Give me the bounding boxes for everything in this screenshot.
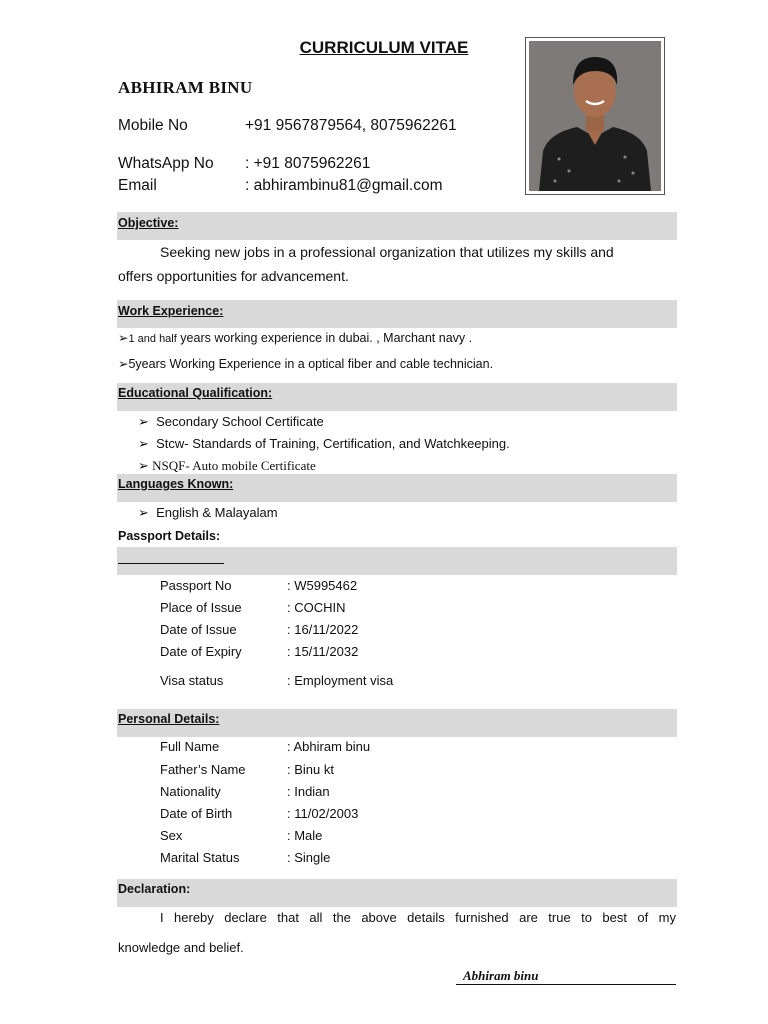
arrow-bullet-icon: ➢ <box>138 436 149 451</box>
personal-label: Nationality <box>160 784 221 799</box>
passport-label: Date of Issue <box>160 622 237 637</box>
passport-heading: Passport Details: <box>118 529 221 543</box>
personal-value: : Indian <box>287 784 330 799</box>
passport-value: : 15/11/2032 <box>287 644 359 659</box>
profile-photo-image <box>529 41 661 191</box>
language-item: ➢ English & Malayalam <box>138 505 278 520</box>
work-item-1: ➢1 and half years working experience in dubai. , Marchant navy . <box>118 331 473 345</box>
whatsapp-value: : +91 8075962261 <box>245 155 371 172</box>
passport-value: : COCHIN <box>287 600 346 615</box>
declaration-line-2: knowledge and belief. <box>118 940 244 955</box>
objective-line-2: offers opportunities for advancement. <box>118 268 349 284</box>
education-heading: Educational Qualification: <box>118 386 273 400</box>
signature: Abhiram binu <box>463 968 539 983</box>
candidate-name: ABHIRAM BINU <box>118 78 253 97</box>
personal-label: Sex <box>160 828 183 843</box>
email-value: : abhirambinu81@gmail.com <box>245 177 443 194</box>
signature-line <box>456 984 676 985</box>
personal-value: : Male <box>287 828 323 843</box>
passport-value: : Employment visa <box>287 673 394 688</box>
passport-heading-bar <box>117 547 677 575</box>
work-item-2: ➢5years Working Experience in a optical fiber and cable technician. <box>118 357 494 371</box>
personal-value: : Binu kt <box>287 762 334 777</box>
arrow-bullet-icon: ➢ <box>118 331 129 345</box>
objective-heading: Objective: <box>118 216 179 230</box>
passport-value: : 16/11/2022 <box>287 622 359 637</box>
objective-line-1: Seeking new jobs in a professional organization that utilizes my skills and <box>160 244 614 260</box>
page-title: CURRICULUM VITAE <box>299 38 469 57</box>
personal-value: : 11/02/2003 <box>287 806 359 821</box>
passport-label: Passport No <box>160 578 232 593</box>
arrow-bullet-icon: ➢ <box>138 414 149 429</box>
personal-heading: Personal Details: <box>118 712 220 726</box>
objective-heading-bar <box>117 212 677 240</box>
declaration-heading-bar <box>117 879 677 907</box>
passport-label: Visa status <box>160 673 224 688</box>
passport-underline <box>118 563 224 564</box>
mobile-value: +91 9567879564, 8075962261 <box>245 117 457 134</box>
passport-label: Date of Expiry <box>160 644 242 659</box>
person-silhouette-icon <box>529 41 661 191</box>
declaration-heading: Declaration: <box>118 882 191 896</box>
education-item: ➢ Secondary School Certificate <box>138 414 324 429</box>
personal-value: : Single <box>287 850 331 865</box>
personal-label: Full Name <box>160 739 220 754</box>
personal-value: : Abhiram binu <box>287 739 371 754</box>
whatsapp-label: WhatsApp No <box>118 155 214 172</box>
email-label: Email <box>118 177 157 194</box>
arrow-bullet-icon: ➢ <box>118 357 129 371</box>
passport-label: Place of Issue <box>160 600 242 615</box>
personal-label: Date of Birth <box>160 806 233 821</box>
arrow-bullet-icon: ➢ <box>138 505 149 520</box>
education-item: ➢ Stcw- Standards of Training, Certification, and Watchkeeping. <box>138 436 510 451</box>
personal-label: Marital Status <box>160 850 240 865</box>
passport-value: : W5995462 <box>287 578 358 593</box>
declaration-line-1: I hereby declare that all the above details furnished are true to best of my <box>160 910 676 925</box>
education-item: ➢ NSQF- Auto mobile Certificate <box>138 458 316 473</box>
mobile-label: Mobile No <box>118 117 188 134</box>
personal-label: Father’s Name <box>160 762 246 777</box>
work-heading: Work Experience: <box>118 304 224 318</box>
profile-photo <box>525 37 665 195</box>
arrow-bullet-icon: ➢ <box>138 458 149 473</box>
languages-heading: Languages Known: <box>118 477 234 491</box>
